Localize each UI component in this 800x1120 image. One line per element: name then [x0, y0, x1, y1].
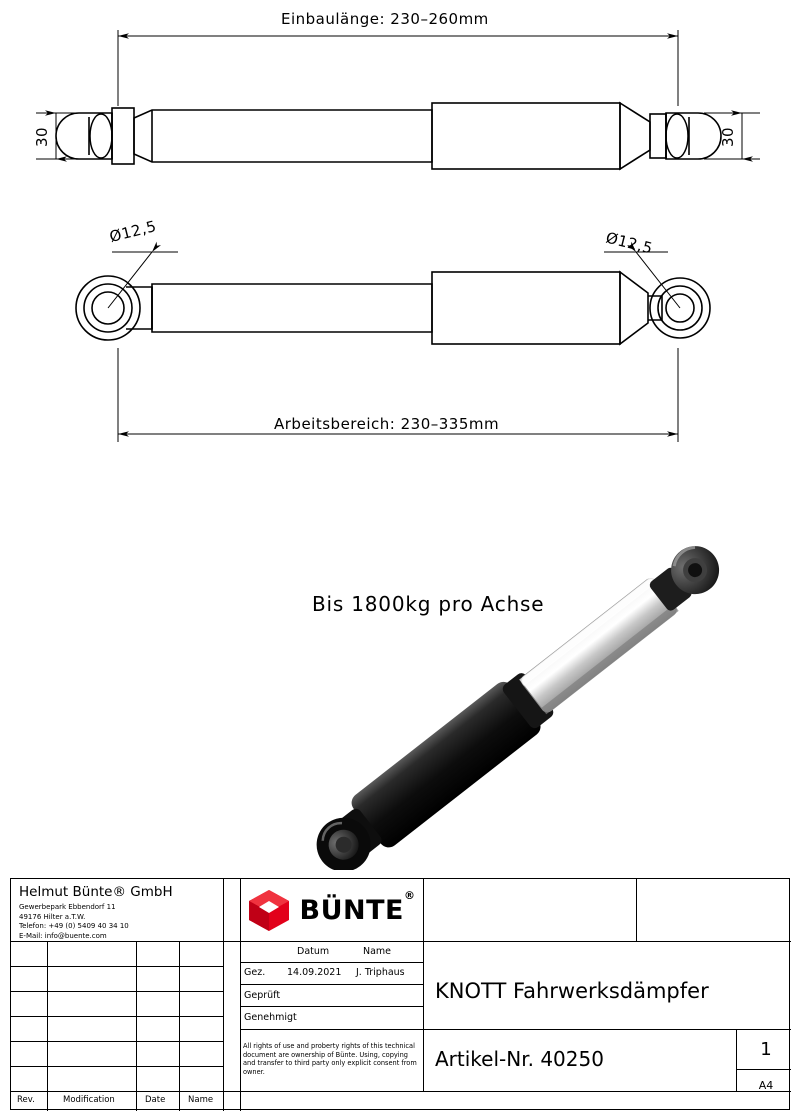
- logo-registered-mark: ®: [403, 888, 416, 902]
- tb-rev-h2: [11, 991, 223, 992]
- tb-hline-subhead: [240, 962, 423, 963]
- row-gez-date: 14.09.2021: [287, 967, 342, 978]
- sheet-number: 1: [760, 1039, 772, 1060]
- rev-header-date: Date: [145, 1095, 166, 1105]
- cube-logo-icon: [246, 887, 292, 933]
- dim-working-range: Arbeitsbereich: 230–335mm: [274, 415, 500, 433]
- drawing-title: KNOTT Fahrwerksdämpfer: [435, 979, 709, 1003]
- tb-hline-top: [11, 941, 791, 942]
- company-name: Helmut Bünte® GmbH: [19, 884, 173, 900]
- tb-vline-4: [636, 879, 637, 941]
- dim-eye-height-right: 30: [719, 126, 737, 148]
- tb-hline-legal: [240, 1029, 791, 1030]
- legal-note: All rights of use and proberty rights of this technical document are ownership of Bünte. Using, copying and transfer to third party only explicit consent from owner.: [243, 1042, 417, 1076]
- dim-installed-length: Einbaulänge: 230–260mm: [281, 10, 489, 28]
- tb-hline-bottom: [11, 1091, 791, 1092]
- company-address-line4: E-Mail: info@buente.com: [19, 931, 107, 940]
- damper-3d-render: [306, 536, 729, 870]
- name-header: Name: [363, 946, 392, 957]
- paper-format: A4: [758, 1079, 774, 1092]
- row-gez-label: Gez.: [244, 967, 266, 978]
- tb-rev-h5: [11, 1066, 223, 1067]
- dim-bore-left: Ø12,5: [107, 216, 159, 246]
- load-capacity-note: Bis 1800kg pro Achse: [312, 592, 545, 616]
- article-number: Artikel-Nr. 40250: [435, 1047, 604, 1071]
- row-gez-name: J. Triphaus: [356, 967, 405, 978]
- tb-rev-h1: [11, 966, 223, 967]
- company-address: [19, 903, 129, 941]
- logo-text: BÜNTE®: [299, 888, 416, 926]
- company-address-line2: 49176 Hilter a.T.W.: [19, 912, 86, 921]
- title-block: [10, 878, 790, 1110]
- tb-vline-5: [736, 1029, 737, 1091]
- rev-header-modification: Modification: [63, 1095, 115, 1105]
- tb-hline-r2: [240, 1006, 423, 1007]
- row-geprueft-label: Geprüft: [244, 990, 281, 1001]
- rev-header-name: Name: [188, 1095, 214, 1105]
- company-address-line1: Gewerbepark Ebbendorf 11: [19, 903, 116, 911]
- company-address-line3: Telefon: +49 (0) 5409 40 34 10: [19, 922, 129, 930]
- row-genehmigt-label: Genehmigt: [244, 1012, 297, 1023]
- brand-logo: [233, 881, 428, 939]
- dim-eye-height-left: 30: [33, 126, 51, 148]
- tb-rev-h4: [11, 1041, 223, 1042]
- datum-header: Datum: [297, 946, 330, 957]
- rev-header-rev: Rev.: [17, 1095, 35, 1105]
- tb-rev-h3: [11, 1016, 223, 1017]
- dim-bore-right: Ø12,5: [604, 228, 655, 258]
- tb-hline-r1: [240, 984, 423, 985]
- tb-vline-1: [223, 879, 224, 1111]
- tb-hline-sheetmid: [736, 1069, 791, 1070]
